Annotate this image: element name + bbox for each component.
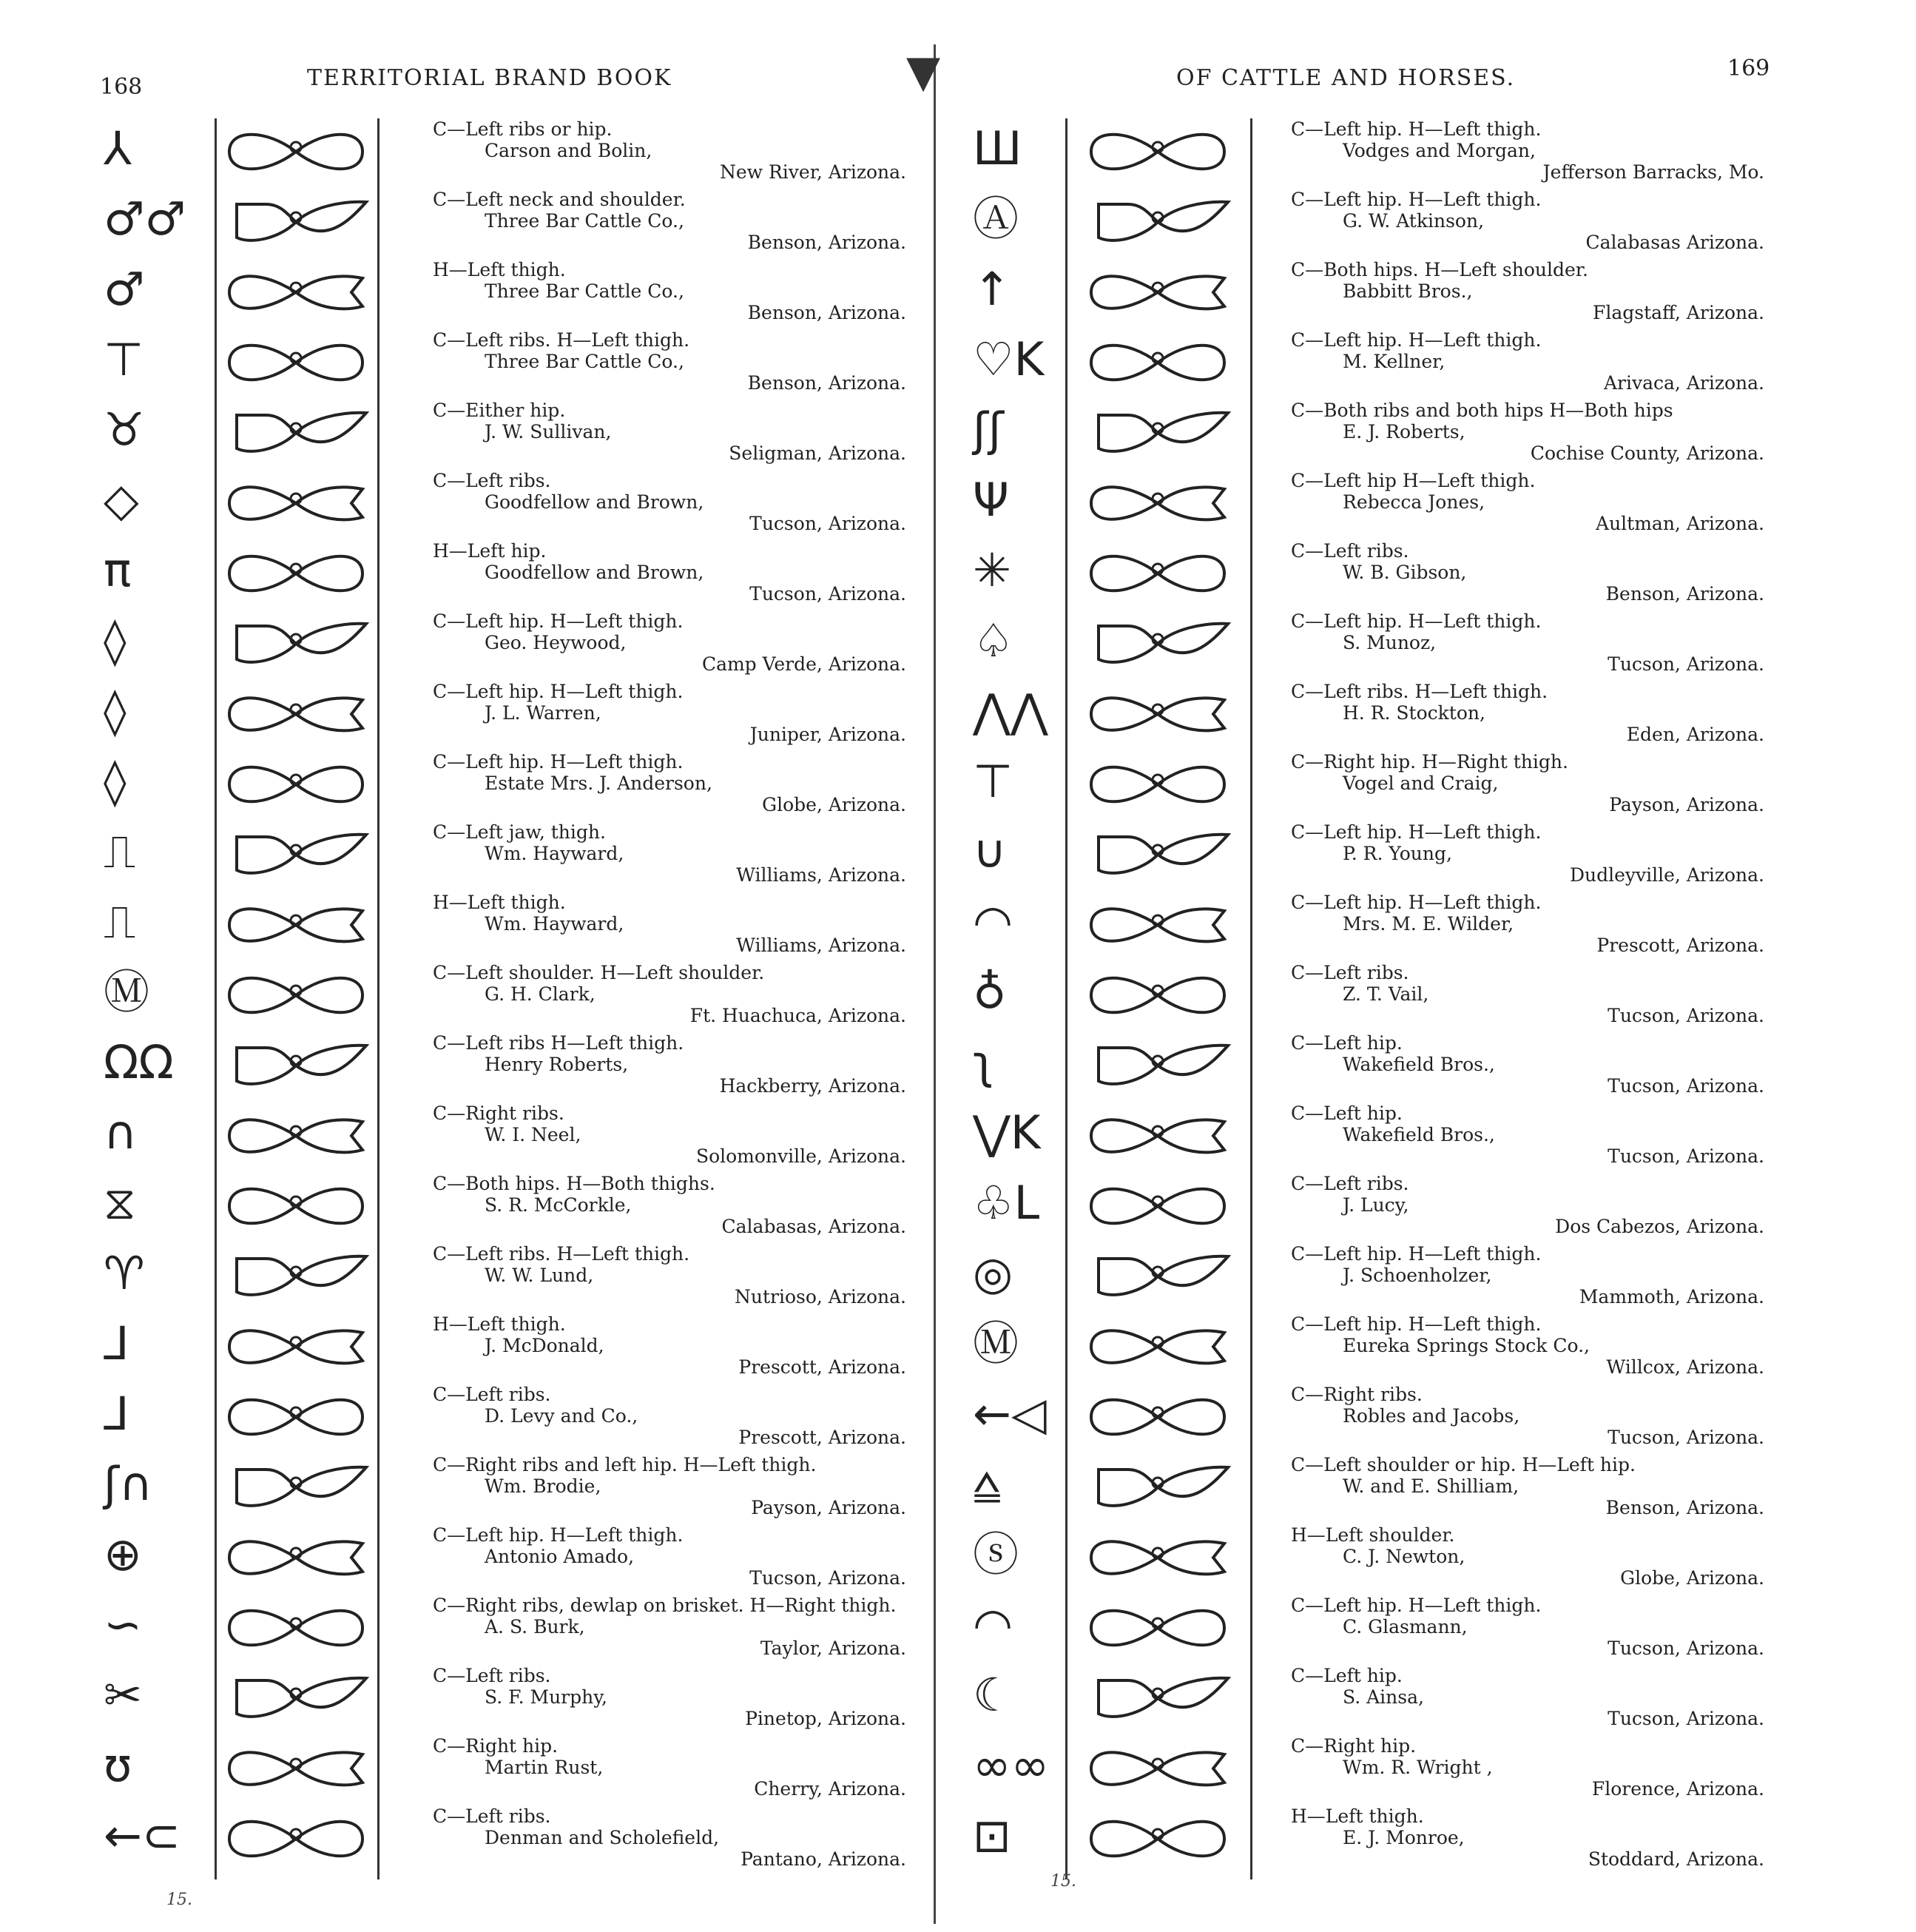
brand-symbol: ☾ <box>973 1668 1014 1722</box>
entry-owner: J. Schoenholzer, <box>1343 1265 1492 1286</box>
cattle-mark-diagram <box>222 334 370 394</box>
column-rule <box>1065 118 1067 1879</box>
entry-owner: S. R. McCorkle, <box>485 1194 632 1216</box>
entry-marks: C—Left ribs. H—Left thigh. <box>433 329 690 351</box>
entry-location: Benson, Arizona. <box>747 302 906 323</box>
entry-marks: C—Left hip. H—Left thigh. <box>1291 1243 1542 1265</box>
entry-location: Solomonville, Arizona. <box>695 1145 906 1167</box>
right-page-number: 169 <box>1727 55 1770 81</box>
entry-location: Payson, Arizona. <box>751 1497 906 1518</box>
cattle-mark-diagram <box>222 1458 370 1519</box>
entry-owner: Three Bar Cattle Co., <box>485 210 684 232</box>
entry-marks: C—Left ribs H—Left thigh. <box>433 1032 684 1054</box>
cattle-mark-diagram <box>1084 685 1232 746</box>
brand-symbol: ⊕ <box>104 1527 142 1581</box>
entry-location: Benson, Arizona. <box>1605 1497 1764 1518</box>
brand-symbol: ◊ <box>104 613 127 667</box>
entry-marks: C—Left hip. H—Left thigh. <box>1291 329 1542 351</box>
entry-location: Tucson, Arizona. <box>1608 1005 1764 1026</box>
entry-marks: C—Left ribs. <box>1291 1173 1409 1194</box>
entry-owner: W. B. Gibson, <box>1343 562 1467 583</box>
entry-owner: Three Bar Cattle Co., <box>485 351 684 372</box>
brand-symbol: ✂ <box>104 1668 142 1722</box>
entry-marks: C—Left hip. H—Left thigh. <box>1291 1595 1542 1616</box>
brand-symbol: Ⓐ <box>973 192 1019 246</box>
entry-owner: D. Levy and Co., <box>485 1405 638 1427</box>
entry-marks: C—Left hip. H—Left thigh. <box>1291 892 1542 913</box>
entry-marks: C—Left ribs. <box>1291 540 1409 562</box>
entry-location: Benson, Arizona. <box>747 372 906 394</box>
entry-owner: Antonio Amado, <box>485 1546 635 1567</box>
entry-owner: W. and E. Shilliam, <box>1343 1475 1519 1497</box>
brand-symbol: ✳ <box>973 543 1011 597</box>
column-rule <box>215 118 217 1879</box>
brand-symbol: ◇ <box>104 473 139 527</box>
entry-marks: C—Left hip. H—Left thigh. <box>1291 610 1542 632</box>
entry-location: Dos Cabezos, Arizona. <box>1555 1216 1764 1237</box>
entry-location: Calabasas, Arizona. <box>721 1216 906 1237</box>
entry-marks: H—Left hip. <box>433 540 547 562</box>
entry-owner: P. R. Young, <box>1343 843 1452 864</box>
cattle-mark-diagram <box>1084 1388 1232 1449</box>
entry-location: Calabasas Arizona. <box>1585 232 1764 253</box>
entry-location: Globe, Arizona. <box>1620 1567 1764 1589</box>
cattle-mark-diagram <box>222 1318 370 1379</box>
entry-location: Prescott, Arizona. <box>738 1427 906 1448</box>
cattle-mark-diagram <box>1084 1107 1232 1168</box>
entry-marks: C—Left shoulder. H—Left shoulder. <box>433 962 765 983</box>
brand-symbol: ⅃ <box>104 1387 129 1441</box>
cattle-mark-diagram <box>1084 263 1232 324</box>
entry-owner: A. S. Burk, <box>485 1616 585 1638</box>
brand-symbol: ♂♂ <box>104 192 186 246</box>
entry-owner: W. W. Lund, <box>485 1265 594 1286</box>
brand-symbol: ♉ <box>104 403 145 457</box>
cattle-mark-diagram <box>222 1669 370 1730</box>
entry-owner: Wm. Hayward, <box>485 913 624 935</box>
entry-owner: Goodfellow and Brown, <box>485 491 704 513</box>
entry-marks: C—Both hips. H—Both thighs. <box>433 1173 715 1194</box>
entry-marks: C—Left ribs. <box>433 1665 551 1686</box>
entry-location: Taylor, Arizona. <box>760 1638 906 1659</box>
brand-symbol: ⧖ <box>104 1176 136 1230</box>
entry-marks: C—Right ribs. <box>1291 1384 1423 1405</box>
entry-marks: H—Left thigh. <box>433 259 566 280</box>
entry-marks: C—Left ribs. H—Left thigh. <box>1291 681 1548 702</box>
entry-owner: E. J. Roberts, <box>1343 421 1465 442</box>
entry-owner: J. L. Warren, <box>485 702 601 724</box>
entry-location: Pantano, Arizona. <box>741 1848 906 1870</box>
entry-marks: C—Left hip H—Left thigh. <box>1291 470 1536 491</box>
entry-owner: Z. T. Vail, <box>1343 983 1429 1005</box>
entry-owner: M. Kellner, <box>1343 351 1446 372</box>
brand-symbol: Ψ <box>973 473 1009 527</box>
entry-owner: E. J. Monroe, <box>1343 1827 1465 1848</box>
left-footer-mark: 15. <box>166 1891 192 1909</box>
entry-marks: C—Left ribs. <box>433 1805 551 1827</box>
entry-marks: C—Left hip. <box>1291 1665 1403 1686</box>
cattle-mark-diagram <box>1084 474 1232 535</box>
entry-location: Florence, Arizona. <box>1591 1778 1764 1800</box>
entry-owner: Mrs. M. E. Wilder, <box>1343 913 1514 935</box>
entry-owner: Eureka Springs Stock Co., <box>1343 1335 1591 1356</box>
entry-location: Seligman, Arizona. <box>729 442 906 464</box>
entry-marks: H—Left thigh. <box>433 1313 566 1335</box>
brand-symbol: ʊ <box>104 1738 132 1792</box>
entry-owner: J. W. Sullivan, <box>485 421 612 442</box>
entry-owner: Wakefield Bros., <box>1343 1124 1495 1145</box>
brand-symbol: Ⓜ <box>104 965 150 1019</box>
entry-location: Eden, Arizona. <box>1626 724 1764 745</box>
entry-marks: C—Right ribs, dewlap on brisket. H—Right thigh. <box>433 1595 897 1616</box>
brand-symbol: ♧L <box>973 1176 1040 1230</box>
right-page <box>962 118 1768 1879</box>
entry-location: Benson, Arizona. <box>1605 583 1764 605</box>
entry-location: Pinetop, Arizona. <box>745 1708 906 1729</box>
brand-symbol: ⊡ <box>973 1808 1011 1862</box>
cattle-mark-diagram <box>1084 966 1232 1027</box>
entry-location: Tucson, Arizona. <box>1608 1427 1764 1448</box>
cattle-mark-diagram <box>222 123 370 184</box>
brand-symbol: ♂ <box>104 262 145 316</box>
brand-symbol: ʃʃ <box>973 403 1004 457</box>
entry-location: New River, Arizona. <box>719 161 906 183</box>
entry-owner: G. H. Clark, <box>485 983 596 1005</box>
left-page-number: 168 <box>100 74 143 100</box>
entry-marks: C—Right hip. <box>433 1735 559 1757</box>
entry-location: Williams, Arizona. <box>736 935 906 956</box>
cattle-mark-diagram <box>222 615 370 676</box>
cattle-mark-diagram <box>1084 334 1232 394</box>
brand-symbol: ←◁ <box>973 1387 1047 1441</box>
entry-owner: Henry Roberts, <box>485 1054 629 1075</box>
cattle-mark-diagram <box>222 1599 370 1660</box>
brand-symbol: ⩠ <box>973 1457 1001 1511</box>
entry-marks: C—Left hip. H—Left thigh. <box>1291 821 1542 843</box>
cattle-mark-diagram <box>222 685 370 746</box>
cattle-mark-diagram <box>1084 826 1232 886</box>
right-page-header: OF CATTLE AND HORSES. <box>1176 65 1516 91</box>
column-rule <box>1250 118 1252 1879</box>
entry-location: Tucson, Arizona. <box>1608 653 1764 675</box>
entry-marks: C—Left ribs. <box>433 470 551 491</box>
brand-symbol: ♤ <box>973 613 1014 667</box>
cattle-mark-diagram <box>1084 755 1232 816</box>
entry-owner: J. Lucy, <box>1343 1194 1409 1216</box>
brand-symbol: ʃ∩ <box>104 1457 153 1511</box>
entry-owner: Vogel and Craig, <box>1343 773 1499 794</box>
cattle-mark-diagram <box>222 1177 370 1238</box>
brand-symbol: Ш <box>973 121 1022 175</box>
brand-symbol: ⎍ <box>104 895 136 949</box>
entry-location: Prescott, Arizona. <box>1596 935 1764 956</box>
entry-owner: C. J. Newton, <box>1343 1546 1465 1567</box>
cattle-mark-diagram <box>1084 193 1232 254</box>
entry-location: Dudleyville, Arizona. <box>1569 864 1764 886</box>
entry-marks: C—Left hip. H—Left thigh. <box>433 751 684 773</box>
entry-owner: Geo. Heywood, <box>485 632 627 653</box>
right-footer-mark: 15. <box>1050 1872 1076 1891</box>
entry-owner: Carson and Bolin, <box>485 140 652 161</box>
entry-marks: C—Both hips. H—Left shoulder. <box>1291 259 1588 280</box>
entry-owner: Estate Mrs. J. Anderson, <box>485 773 712 794</box>
cattle-mark-diagram <box>1084 1458 1232 1519</box>
entry-marks: C—Left ribs. <box>1291 962 1409 983</box>
cattle-mark-diagram <box>1084 1177 1232 1238</box>
entry-location: Payson, Arizona. <box>1609 794 1764 815</box>
entry-owner: Martin Rust, <box>485 1757 604 1778</box>
entry-marks: H—Left thigh. <box>433 892 566 913</box>
entry-location: Willcox, Arizona. <box>1606 1356 1764 1378</box>
entry-marks: C—Right hip. <box>1291 1735 1417 1757</box>
entry-location: Tucson, Arizona. <box>749 1567 906 1589</box>
brand-symbol: ♡K <box>973 332 1045 386</box>
cattle-mark-diagram <box>222 966 370 1027</box>
cattle-mark-diagram <box>1084 896 1232 957</box>
entry-marks: C—Left jaw, thigh. <box>433 821 606 843</box>
entry-marks: C—Either hip. <box>433 400 566 421</box>
entry-owner: H. R. Stockton, <box>1343 702 1485 724</box>
entry-location: Ft. Huachuca, Arizona. <box>689 1005 906 1026</box>
entry-owner: W. I. Neel, <box>485 1124 581 1145</box>
cattle-mark-diagram <box>1084 1810 1232 1871</box>
entry-owner: S. F. Murphy, <box>485 1686 607 1708</box>
book-gutter <box>934 44 936 1924</box>
cattle-mark-diagram <box>222 1107 370 1168</box>
brand-symbol: ⓢ <box>973 1527 1019 1581</box>
entry-location: Arivaca, Arizona. <box>1603 372 1764 394</box>
cattle-mark-diagram <box>222 826 370 886</box>
entry-owner: S. Ainsa, <box>1343 1686 1424 1708</box>
entry-location: Nutrioso, Arizona. <box>735 1286 906 1307</box>
entry-owner: Wakefield Bros., <box>1343 1054 1495 1075</box>
entry-owner: Three Bar Cattle Co., <box>485 280 684 302</box>
entry-location: Benson, Arizona. <box>747 232 906 253</box>
cattle-mark-diagram <box>1084 1599 1232 1660</box>
brand-symbol: ♈ <box>104 1246 145 1300</box>
entry-owner: Wm. Brodie, <box>485 1475 601 1497</box>
entry-location: Williams, Arizona. <box>736 864 906 886</box>
gutter-mark: ▼ <box>906 46 941 98</box>
entry-location: Tucson, Arizona. <box>1608 1145 1764 1167</box>
entry-owner: G. W. Atkinson, <box>1343 210 1485 232</box>
entry-marks: C—Left hip. H—Left thigh. <box>1291 1313 1542 1335</box>
entry-marks: C—Left shoulder or hip. H—Left hip. <box>1291 1454 1636 1475</box>
entry-location: Mammoth, Arizona. <box>1579 1286 1764 1307</box>
brand-symbol: π <box>104 543 132 597</box>
cattle-mark-diagram <box>222 263 370 324</box>
brand-symbol: ◊ <box>104 684 127 738</box>
entry-marks: C—Right ribs. <box>433 1103 564 1124</box>
entry-marks: C—Left ribs or hip. <box>433 118 613 140</box>
brand-symbol: ⊤ <box>104 332 144 386</box>
brand-symbol: ⅃ <box>104 1316 129 1370</box>
entry-marks: C—Left hip. <box>1291 1032 1403 1054</box>
entry-owner: Babbitt Bros., <box>1343 280 1473 302</box>
cattle-mark-diagram <box>222 896 370 957</box>
entry-owner: C. Glasmann, <box>1343 1616 1468 1638</box>
entry-owner: S. Munoz, <box>1343 632 1437 653</box>
cattle-mark-diagram <box>1084 615 1232 676</box>
entry-owner: Rebecca Jones, <box>1343 491 1485 513</box>
brand-symbol: ʅ <box>973 1035 994 1089</box>
brand-symbol: ↑ <box>973 262 1011 316</box>
brand-symbol: ⋀⋀ <box>973 684 1048 738</box>
entry-location: Flagstaff, Arizona. <box>1593 302 1764 323</box>
entry-owner: Denman and Scholefield, <box>485 1827 720 1848</box>
entry-marks: C—Left hip. H—Left thigh. <box>433 1524 684 1546</box>
entry-marks: C—Left ribs. <box>433 1384 551 1405</box>
cattle-mark-diagram <box>222 1740 370 1800</box>
brand-symbol: ∪ <box>973 824 1007 878</box>
cattle-mark-diagram <box>222 404 370 465</box>
brand-symbol: ⋁K <box>973 1105 1041 1159</box>
entry-marks: C—Left hip. H—Left thigh. <box>1291 118 1542 140</box>
cattle-mark-diagram <box>222 1810 370 1871</box>
cattle-mark-diagram <box>222 1529 370 1589</box>
entry-marks: C—Left hip. H—Left thigh. <box>1291 189 1542 210</box>
entry-location: Prescott, Arizona. <box>738 1356 906 1378</box>
cattle-mark-diagram <box>1084 1037 1232 1097</box>
cattle-mark-diagram <box>222 193 370 254</box>
entry-location: Cherry, Arizona. <box>754 1778 906 1800</box>
entry-marks: C—Right ribs and left hip. H—Left thigh. <box>433 1454 817 1475</box>
entry-location: Tucson, Arizona. <box>1608 1638 1764 1659</box>
brand-symbol: ⊤ <box>973 754 1013 808</box>
entry-marks: C—Left hip. H—Left thigh. <box>433 610 684 632</box>
entry-marks: C—Right hip. H—Right thigh. <box>1291 751 1568 773</box>
brand-symbol: ◎ <box>973 1246 1013 1300</box>
cattle-mark-diagram <box>1084 545 1232 605</box>
entry-marks: C—Left hip. <box>1291 1103 1403 1124</box>
entry-marks: C—Left ribs. H—Left thigh. <box>433 1243 690 1265</box>
entry-owner: Wm. Hayward, <box>485 843 624 864</box>
entry-location: Hackberry, Arizona. <box>719 1075 906 1097</box>
entry-location: Tucson, Arizona. <box>1608 1075 1764 1097</box>
entry-owner: Robles and Jacobs, <box>1343 1405 1520 1427</box>
cattle-mark-diagram <box>222 545 370 605</box>
entry-location: Tucson, Arizona. <box>749 583 906 605</box>
brand-symbol: ◠ <box>973 1598 1013 1652</box>
entry-owner: J. McDonald, <box>485 1335 604 1356</box>
entry-marks: C—Left neck and shoulder. <box>433 189 686 210</box>
brand-symbol: Ⓜ <box>973 1316 1019 1370</box>
entry-location: Globe, Arizona. <box>762 794 906 815</box>
brand-symbol: ⅄ <box>104 121 132 175</box>
entry-location: Aultman, Arizona. <box>1596 513 1764 534</box>
brand-symbol: ⎍ <box>104 824 136 878</box>
cattle-mark-diagram <box>222 1248 370 1308</box>
cattle-mark-diagram <box>222 1388 370 1449</box>
brand-symbol: ◠ <box>973 895 1013 949</box>
entry-owner: Wm. R. Wright , <box>1343 1757 1493 1778</box>
entry-location: Cochise County, Arizona. <box>1530 442 1764 464</box>
column-rule <box>377 118 380 1879</box>
entry-marks: C—Both ribs and both hips H—Both hips <box>1291 400 1673 421</box>
entry-location: Juniper, Arizona. <box>749 724 906 745</box>
entry-location: Jefferson Barracks, Mo. <box>1542 161 1764 183</box>
brand-symbol: ←⊂ <box>104 1808 181 1862</box>
brand-symbol: ∞∞ <box>973 1738 1050 1792</box>
entry-location: Camp Verde, Arizona. <box>701 653 906 675</box>
entry-location: Tucson, Arizona. <box>1608 1708 1764 1729</box>
entry-marks: H—Left thigh. <box>1291 1805 1424 1827</box>
brand-symbol: ΩΩ <box>104 1035 174 1089</box>
brand-symbol: ◊ <box>104 754 127 808</box>
entry-owner: Vodges and Morgan, <box>1343 140 1536 161</box>
cattle-mark-diagram <box>222 474 370 535</box>
cattle-mark-diagram <box>222 1037 370 1097</box>
cattle-mark-diagram <box>1084 1669 1232 1730</box>
entry-marks: C—Left hip. H—Left thigh. <box>433 681 684 702</box>
entry-owner: Goodfellow and Brown, <box>485 562 704 583</box>
brand-symbol: ∽ <box>104 1598 142 1652</box>
cattle-mark-diagram <box>1084 404 1232 465</box>
entry-location: Tucson, Arizona. <box>749 513 906 534</box>
left-page <box>89 118 910 1879</box>
cattle-mark-diagram <box>1084 1529 1232 1589</box>
cattle-mark-diagram <box>1084 123 1232 184</box>
left-page-header: TERRITORIAL BRAND BOOK <box>307 65 672 91</box>
cattle-mark-diagram <box>1084 1248 1232 1308</box>
cattle-mark-diagram <box>1084 1318 1232 1379</box>
brand-symbol: ♁ <box>973 965 1007 1019</box>
cattle-mark-diagram <box>222 755 370 816</box>
entry-location: Stoddard, Arizona. <box>1588 1848 1764 1870</box>
cattle-mark-diagram <box>1084 1740 1232 1800</box>
brand-symbol: ∩ <box>104 1105 138 1159</box>
entry-marks: H—Left shoulder. <box>1291 1524 1455 1546</box>
